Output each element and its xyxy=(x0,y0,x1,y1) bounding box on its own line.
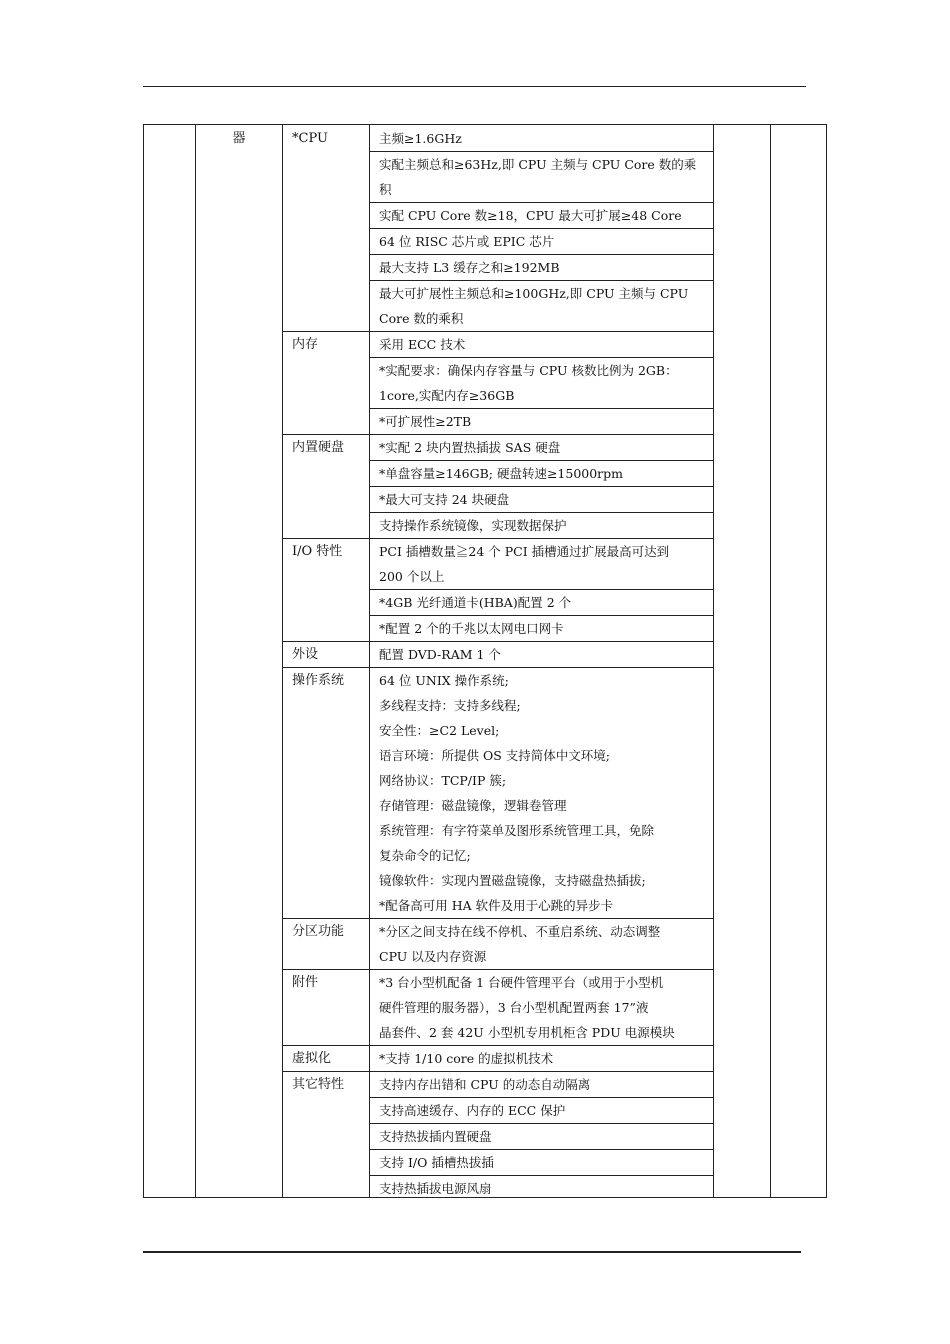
spec-text: 积 xyxy=(379,182,392,197)
spec-item xyxy=(370,590,714,616)
spec-text: 语言环境：所提供 OS 支持简体中文环境; xyxy=(379,748,610,763)
spec-item xyxy=(370,970,714,1046)
spec-text: 最大可扩展性主频总和≥100GHz,即 CPU 主频与 CPU xyxy=(379,286,689,301)
category-label: I/O 特性 xyxy=(292,544,343,559)
spec-item xyxy=(370,919,714,970)
spec-text: 最大支持 L3 缓存之和≥192MB xyxy=(379,260,560,275)
category-label: *CPU xyxy=(292,131,328,146)
spec-text: CPU 以及内存资源 xyxy=(379,949,487,964)
category-label: 操作系统 xyxy=(292,673,345,688)
spec-text: 配置 DVD-RAM 1 个 xyxy=(379,647,501,662)
spec-item xyxy=(370,152,714,203)
spec-item xyxy=(370,1098,714,1124)
category-label: 附件 xyxy=(292,975,319,990)
col-divider xyxy=(770,125,771,1197)
spec-text: 多线程支持：支持多线程; xyxy=(379,698,521,713)
header-rule xyxy=(143,86,806,87)
spec-text: 支持热插拔电源风扇 xyxy=(379,1181,492,1196)
spec-text: Core 数的乘积 xyxy=(379,311,464,326)
spec-text: *配置 2 个的千兆以太网电口网卡 xyxy=(379,621,564,636)
category-label: 外设 xyxy=(292,647,319,662)
col-divider xyxy=(282,125,283,1197)
spec-text: 镜像软件：实现内置磁盘镜像，支持磁盘热插拔; xyxy=(379,873,646,888)
spec-item xyxy=(370,229,714,255)
spec-text: *3 台小型机配备 1 台硬件管理平台（或用于小型机 xyxy=(379,975,664,990)
spec-text: 复杂命令的记忆; xyxy=(379,848,471,863)
spec-item xyxy=(370,539,714,590)
category-label: 其它特性 xyxy=(292,1077,345,1092)
spec-text: 支持内存出错和 CPU 的动态自动隔离 xyxy=(379,1077,591,1092)
spec-item xyxy=(370,668,714,919)
spec-item xyxy=(370,332,714,358)
category-label: 内存 xyxy=(292,337,319,352)
spec-text: 安全性：≥C2 Level; xyxy=(379,723,500,738)
spec-item xyxy=(370,255,714,281)
spec-text: 主频≥1.6GHz xyxy=(379,131,462,146)
spec-item xyxy=(370,1072,714,1098)
device-name: 器 xyxy=(232,131,246,146)
spec-text: 网络协议：TCP/IP 簇; xyxy=(379,773,507,788)
spec-text: 系统管理：有字符菜单及图形系统管理工具，免除 xyxy=(379,823,655,838)
spec-item xyxy=(370,461,714,487)
spec-item xyxy=(370,1124,714,1150)
spec-text: *实配要求：确保内存容量与 CPU 核数比例为 2GB： xyxy=(379,363,678,378)
spec-text: 实配主频总和≥63Hz,即 CPU 主频与 CPU Core 数的乘 xyxy=(379,157,697,172)
spec-table xyxy=(143,124,827,1198)
spec-item xyxy=(370,616,714,642)
spec-item xyxy=(370,358,714,409)
category-label: 虚拟化 xyxy=(292,1051,332,1066)
spec-item xyxy=(370,281,714,332)
spec-text: 支持热拔插内置硬盘 xyxy=(379,1129,492,1144)
spec-text: 存储管理：磁盘镜像，逻辑卷管理 xyxy=(379,798,567,813)
spec-text: 实配 CPU Core 数≥18，CPU 最大可扩展≥48 Core xyxy=(379,208,682,223)
spec-text: 支持操作系统镜像，实现数据保护 xyxy=(379,518,567,533)
spec-item xyxy=(370,409,714,435)
spec-text: 200 个以上 xyxy=(379,569,445,584)
spec-item xyxy=(370,1046,714,1072)
spec-text: *单盘容量≥146GB; 硬盘转速≥15000rpm xyxy=(379,466,624,481)
footer-rule xyxy=(143,1251,801,1253)
spec-text: *支持 1/10 core 的虚拟机技术 xyxy=(379,1051,554,1066)
spec-text: *可扩展性≥2TB xyxy=(379,414,472,429)
category-label: 内置硬盘 xyxy=(292,440,345,455)
spec-text: 支持 I/O 插槽热拔插 xyxy=(379,1155,494,1170)
spec-text: *最大可支持 24 块硬盘 xyxy=(379,492,510,507)
spec-text: 64 位 RISC 芯片或 EPIC 芯片 xyxy=(379,234,555,249)
spec-item xyxy=(370,126,714,152)
col-divider xyxy=(195,125,196,1197)
category-label: 分区功能 xyxy=(292,924,345,939)
spec-text: *4GB 光纤通道卡(HBA)配置 2 个 xyxy=(379,595,572,610)
spec-text: *分区之间支持在线不停机、不重启系统、动态调整 xyxy=(379,924,661,939)
spec-item xyxy=(370,513,714,539)
spec-item xyxy=(370,1176,714,1202)
spec-text: *实配 2 块内置热插拔 SAS 硬盘 xyxy=(379,440,561,455)
spec-item xyxy=(370,487,714,513)
spec-text: 1core,实配内存≥36GB xyxy=(379,388,515,403)
spec-text: *配备高可用 HA 软件及用于心跳的异步卡 xyxy=(379,898,614,913)
spec-text: 硬件管理的服务器），3 台小型机配置两套 17”液 xyxy=(379,1000,649,1015)
spec-text: 晶套件、2 套 42U 小型机专用机柜含 PDU 电源模块 xyxy=(379,1025,675,1040)
spec-text: 采用 ECC 技术 xyxy=(379,337,466,352)
spec-text: 64 位 UNIX 操作系统; xyxy=(379,673,509,688)
spec-item xyxy=(370,642,714,668)
spec-text: 支持高速缓存、内存的 ECC 保护 xyxy=(379,1103,566,1118)
spec-item xyxy=(370,435,714,461)
spec-item xyxy=(370,203,714,229)
spec-text: PCI 插槽数量≧24 个 PCI 插槽通过扩展最高可达到 xyxy=(379,544,670,559)
spec-item xyxy=(370,1150,714,1176)
